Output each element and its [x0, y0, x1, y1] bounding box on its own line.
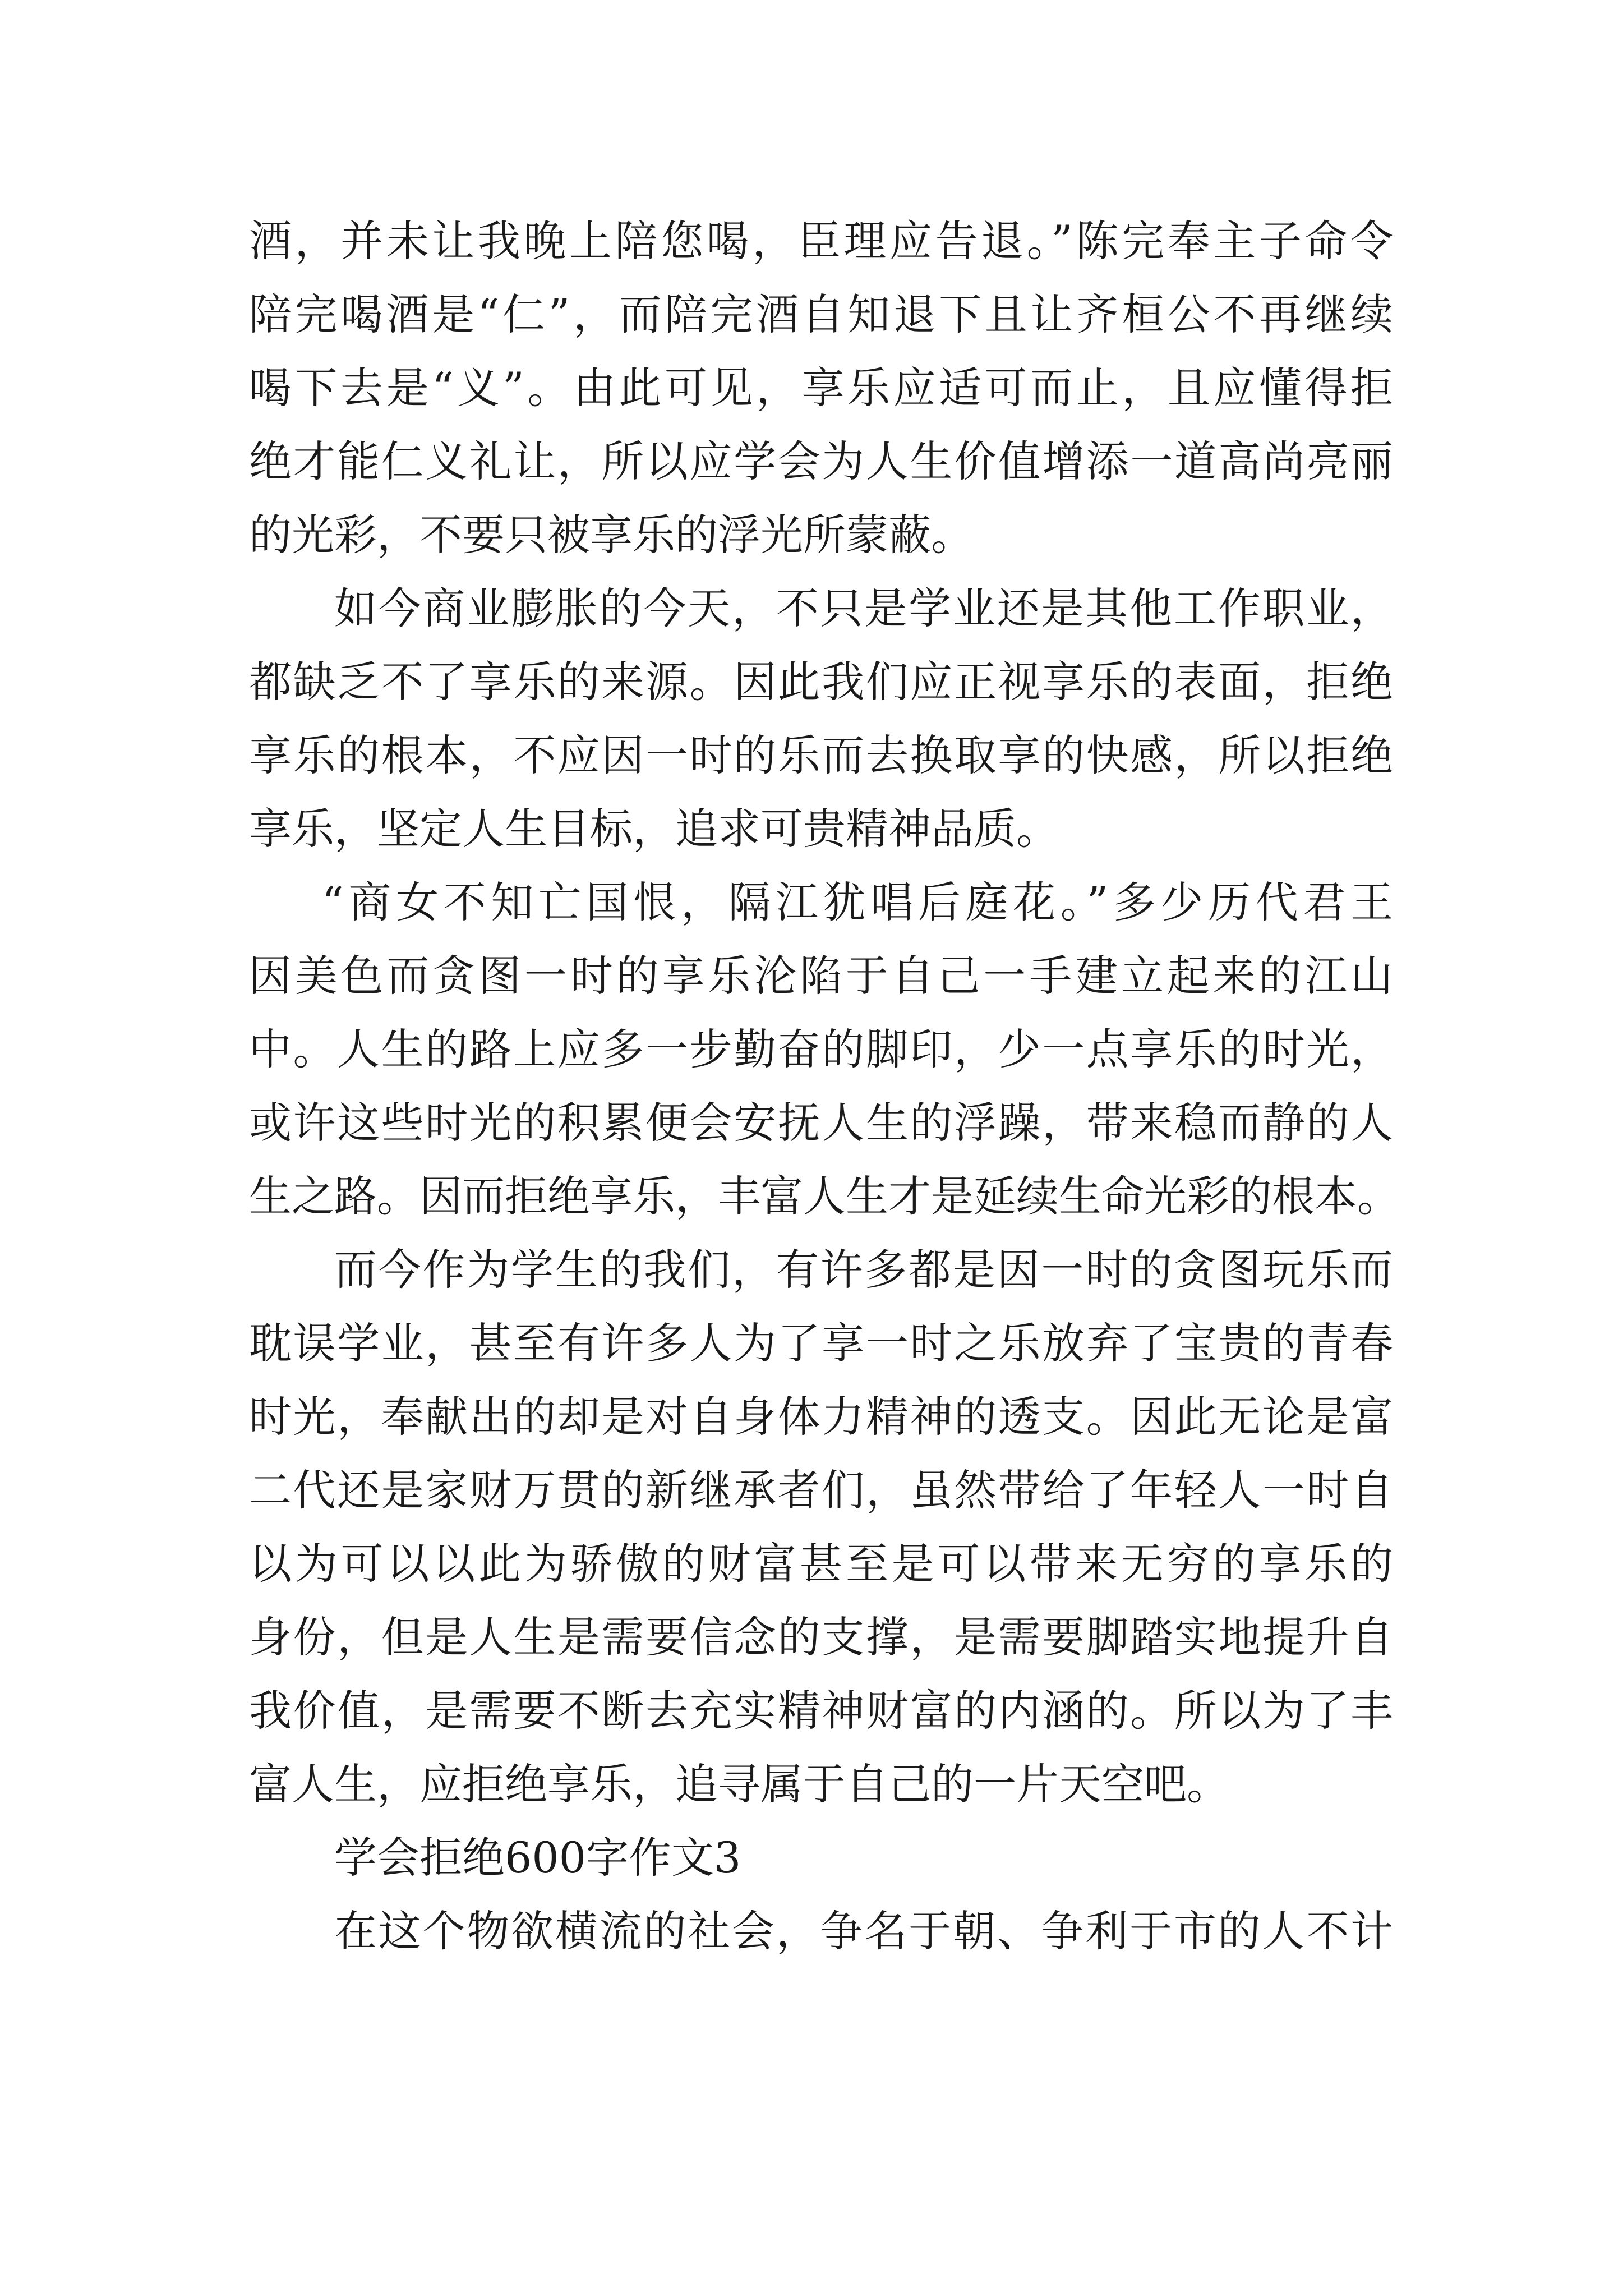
text-line: 我价值，是需要不断去充实精神财富的内涵的。所以为了丰 — [249, 1686, 1393, 1736]
text-line: 富人生，应拒绝享乐，追寻属于自己的一片天空吧。 — [249, 1759, 1229, 1809]
paragraph — [249, 1233, 1393, 1821]
text-line: “商女不知亡国恨，隔江犹唱后庭花。”多少历代君王 — [322, 877, 1393, 927]
text-line: 或许这些时光的积累便会安抚人生的浮躁，带来稳而静的人 — [249, 1098, 1393, 1148]
text-line: 如今商业膨胀的今天，不只是学业还是其他工作职业， — [334, 583, 1393, 633]
text-line: 以为可以以此为骄傲的财富甚至是可以带来无穷的享乐的 — [249, 1539, 1393, 1589]
text-line: 中。人生的路上应多一步勤奋的脚印，少一点享乐的时光， — [249, 1024, 1393, 1074]
paragraph — [249, 866, 1400, 1233]
text-line: 生之路。因而拒绝享乐，丰富人生才是延续生命光彩的根本。 — [249, 1171, 1400, 1221]
text-line: 二代还是家财万贯的新继承者们，虽然带给了年轻人一时自 — [249, 1465, 1393, 1515]
paragraph — [249, 204, 1393, 572]
text-line: 享乐，坚定人生目标，追求可贵精神品质。 — [249, 804, 1059, 854]
text-line: 享乐的根本，不应因一时的乐而去换取享的快感，所以拒绝 — [249, 730, 1393, 780]
text-line: 时光，奉献出的却是对自身体力精神的透支。因此无论是富 — [249, 1392, 1393, 1442]
text-line: 都缺乏不了享乐的来源。因此我们应正视享乐的表面，拒绝 — [249, 657, 1393, 707]
section-heading: 学会拒绝600字作文3 — [334, 1833, 741, 1883]
text-line: 在这个物欲横流的社会，争名于朝、争利于市的人不计 — [334, 1906, 1393, 1956]
text-line: 酒，并未让我晚上陪您喝，臣理应告退。”陈完奉主子命令 — [249, 216, 1393, 266]
text-line: 耽误学业，甚至有许多人为了享一时之乐放弃了宝贵的青春 — [249, 1318, 1393, 1368]
text-line: 喝下去是“义”。由此可见，享乐应适可而止，且应懂得拒 — [249, 363, 1393, 413]
text-line: 因美色而贪图一时的享乐沦陷于自己一手建立起来的江山 — [249, 951, 1393, 1001]
text-line: 而今作为学生的我们，有许多都是因一时的贪图玩乐而 — [334, 1245, 1393, 1295]
text-line: 身份，但是人生是需要信念的支撑，是需要脚踏实地提升自 — [249, 1612, 1393, 1662]
document-page — [249, 204, 1400, 1968]
text-line: 的光彩，不要只被享乐的浮光所蒙蔽。 — [249, 510, 974, 560]
paragraph — [249, 572, 1393, 866]
text-line: 陪完喝酒是“仁”，而陪完酒自知退下且让齐桓公不再继续 — [249, 289, 1393, 339]
text-line: 绝才能仁义礼让，所以应学会为人生价值增添一道高尚亮丽 — [249, 436, 1393, 486]
